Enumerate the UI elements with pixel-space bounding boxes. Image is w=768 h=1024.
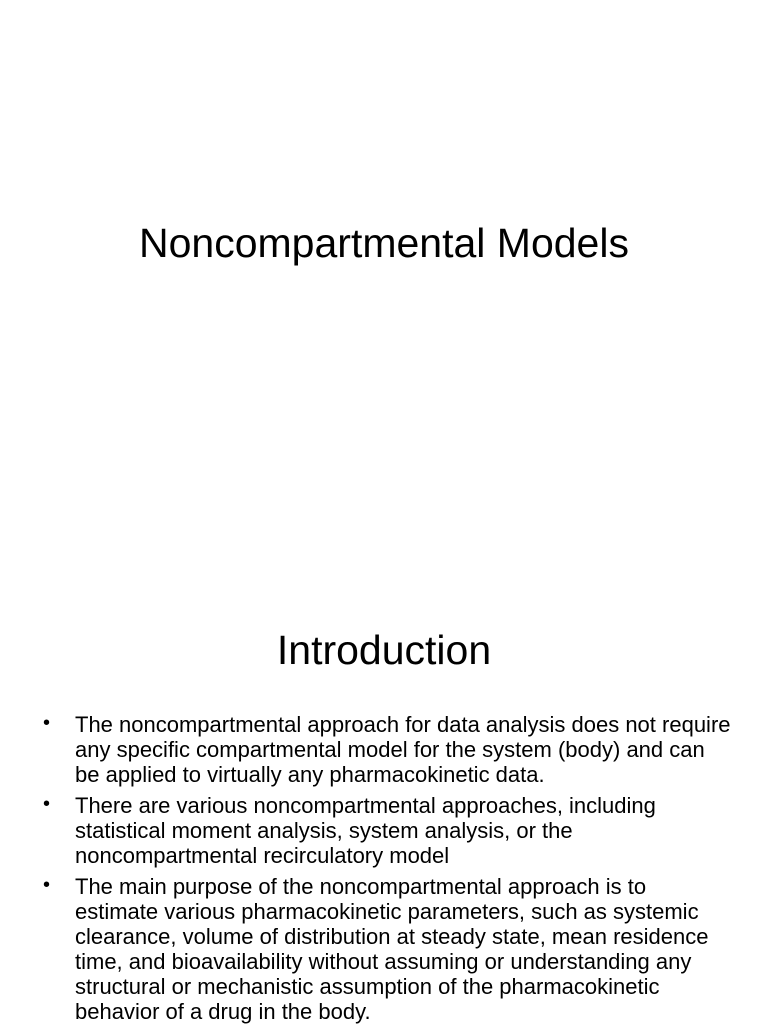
bullet-icon: •: [43, 712, 51, 734]
slide-title: Noncompartmental Models: [139, 220, 629, 266]
bullet-item: [43, 712, 733, 787]
slide-2: [0, 576, 768, 1024]
bullet-item: [43, 793, 733, 868]
bullet-text: The main purpose of the noncompartmental approach is to estimate various pharmacokinetic parameters, such as systemic clearance, volume of distribution at steady state, mean residence time, and bioavailability without assuming or understanding any structural or mechanistic assumption of the pharmacokinetic behavior of a drug in the body.: [75, 874, 709, 1024]
bullet-icon: •: [43, 793, 51, 815]
bullet-text: There are various noncompartmental approaches, including statistical moment analysis, system analysis, or the noncompartmental recirculatory model: [75, 793, 656, 868]
bullet-text: The noncompartmental approach for data analysis does not require any specific compartmental model for the system (body) and can be applied to virtually any pharmacokinetic data.: [75, 712, 731, 787]
slide-title: Introduction: [276, 627, 492, 673]
bullet-item: [43, 874, 733, 1024]
bullet-icon: •: [43, 874, 51, 896]
bullet-list: [43, 712, 733, 1024]
